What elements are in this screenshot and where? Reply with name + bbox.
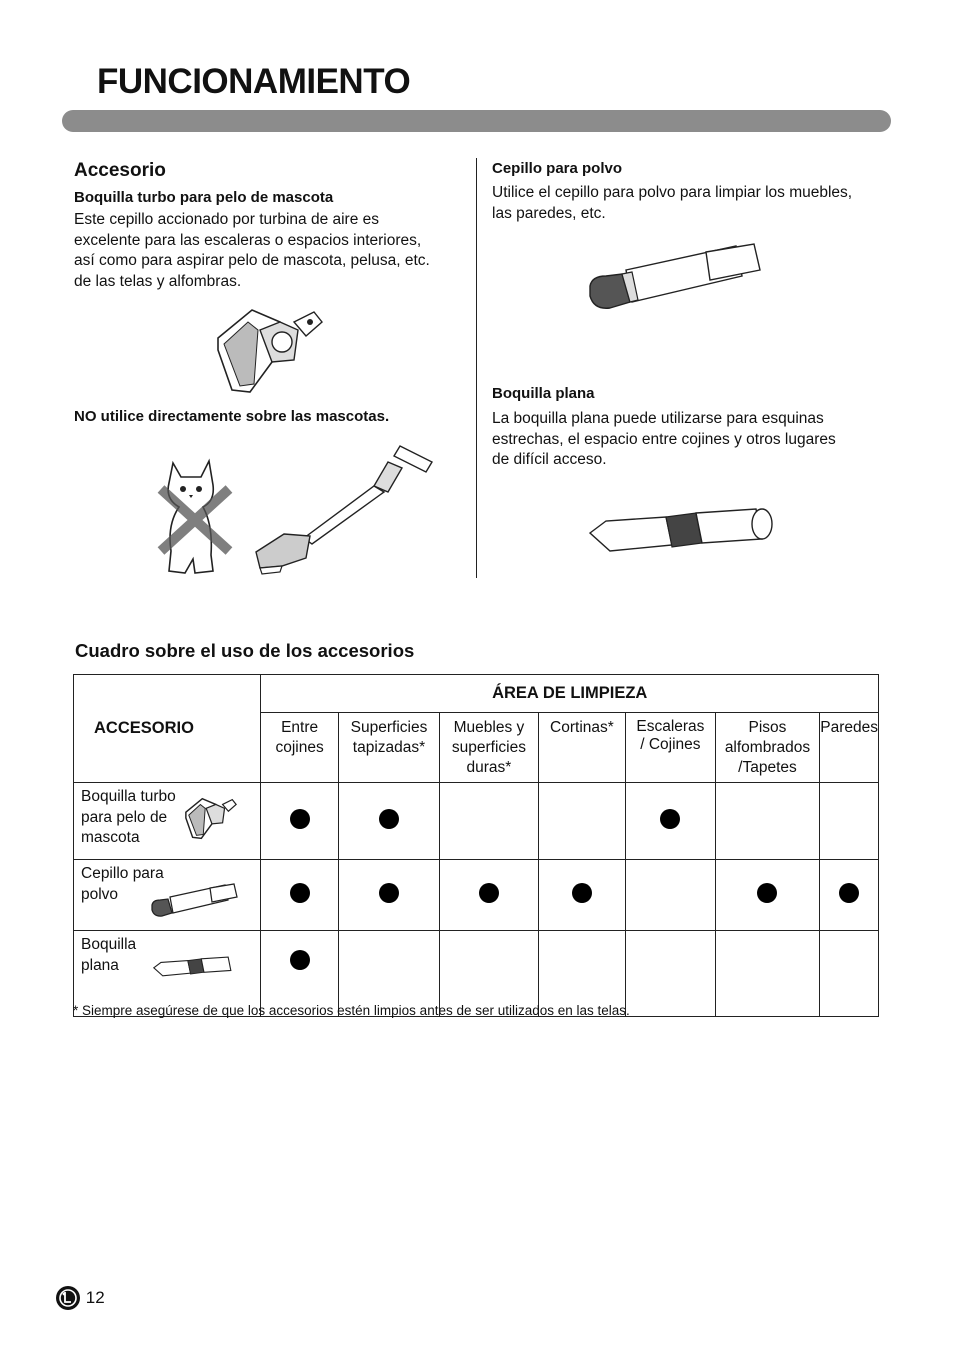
page-number: 12 [85,1288,105,1307]
row-label: Boquilla turbo para pelo de mascota [74,783,261,860]
turbo-nozzle-thumb [182,789,240,847]
turbo-nozzle-image [210,300,330,400]
mark-cell [440,783,538,860]
mark-cell [626,860,716,931]
column-header: Paredes [820,713,879,783]
crevice-text-line: estrechas, el espacio entre cojines y otros lugares [492,430,836,448]
usage-mark-dot [757,883,777,903]
accessory-header: ACCESORIO [74,675,261,783]
dust-text-line: Utilice el cepillo para polvo para limpiar los muebles, [492,184,853,201]
turbo-text-line: así como para aspirar pelo de mascota, pelusa, etc. [74,252,430,269]
mark-cell [626,783,716,860]
accessory-usage-table [73,674,879,1017]
cat-prohibited-image [155,455,235,575]
usage-mark-dot [379,809,399,829]
row-label: Boquilla plana [74,931,261,1017]
mark-cell [538,783,625,860]
table-title: Cuadro sobre el uso de los accesorios [75,640,415,661]
usage-mark-dot [290,950,310,970]
mark-cell [261,860,338,931]
mark-cell [820,931,879,1017]
turbo-text-line: excelente para las escaleras o espacios interiores, [74,231,422,249]
turbo-text-line: de las telas y alfombras. [74,272,242,290]
crevice-tool-text [492,409,836,471]
usage-mark-dot [479,883,499,903]
mark-cell [820,860,879,931]
mark-cell [715,783,820,860]
crevice-tool-title: Boquilla plana [492,385,595,402]
dust-brush-text [492,183,852,224]
dust-text-line: las paredes, etc. [492,204,606,222]
crevice-text-line: de difícil acceso. [492,451,607,468]
title-bar [62,110,891,132]
mark-cell [626,931,716,1017]
column-header: Pisos alfombrados /Tapetes [715,713,820,783]
turbo-nozzle-text [74,210,430,292]
mark-cell [338,783,439,860]
mark-cell [820,783,879,860]
mark-cell [715,860,820,931]
mark-cell [715,931,820,1017]
crevice-text-line: La boquilla plana puede utilizarse para esquinas [492,410,824,427]
usage-mark-dot [379,883,399,903]
mark-cell [338,860,439,931]
table-row [74,860,879,931]
usage-mark-dot [290,809,310,829]
section-title-accesorio: Accesorio [74,160,166,181]
turbo-nozzle-title: Boquilla turbo para pelo de mascota [74,189,334,206]
mark-cell [440,860,538,931]
vacuum-wand-image [250,440,440,575]
cleaning-area-header: ÁREA DE LIMPIEZA [261,675,879,713]
column-header: Muebles y superficies duras* [440,713,538,783]
table-footnote: * Siempre asegúrese de que los accesorios estén limpios antes de ser utilizados en las telas. [73,1003,630,1018]
turbo-text-line: Este cepillo accionado por turbina de aire es [74,211,380,228]
dust-brush-thumb [150,882,238,920]
usage-mark-dot [660,809,680,829]
mark-cell [538,860,625,931]
usage-mark-dot [572,883,592,903]
page-footer [55,1285,105,1311]
dust-brush-title: Cepillo para polvo [492,160,623,177]
row-label: Cepillo para polvo [74,860,261,931]
crevice-tool-image [586,503,778,555]
crevice-tool-thumb [152,953,238,979]
usage-mark-dot [290,883,310,903]
pet-warning: NO utilice directamente sobre las mascotas. [74,408,390,425]
usage-mark-dot [839,883,859,903]
column-header: Entre cojines [261,713,338,783]
dust-brush-image [586,240,762,316]
column-divider [476,158,477,578]
column-header: Superficies tapizadas* [338,713,439,783]
column-header: Escaleras / Cojines [626,713,716,783]
page-title: FUNCIONAMIENTO [97,62,411,101]
column-header: Cortinas* [538,713,625,783]
table-row [74,783,879,860]
mark-cell [261,783,338,860]
lg-logo-icon [55,1285,81,1311]
